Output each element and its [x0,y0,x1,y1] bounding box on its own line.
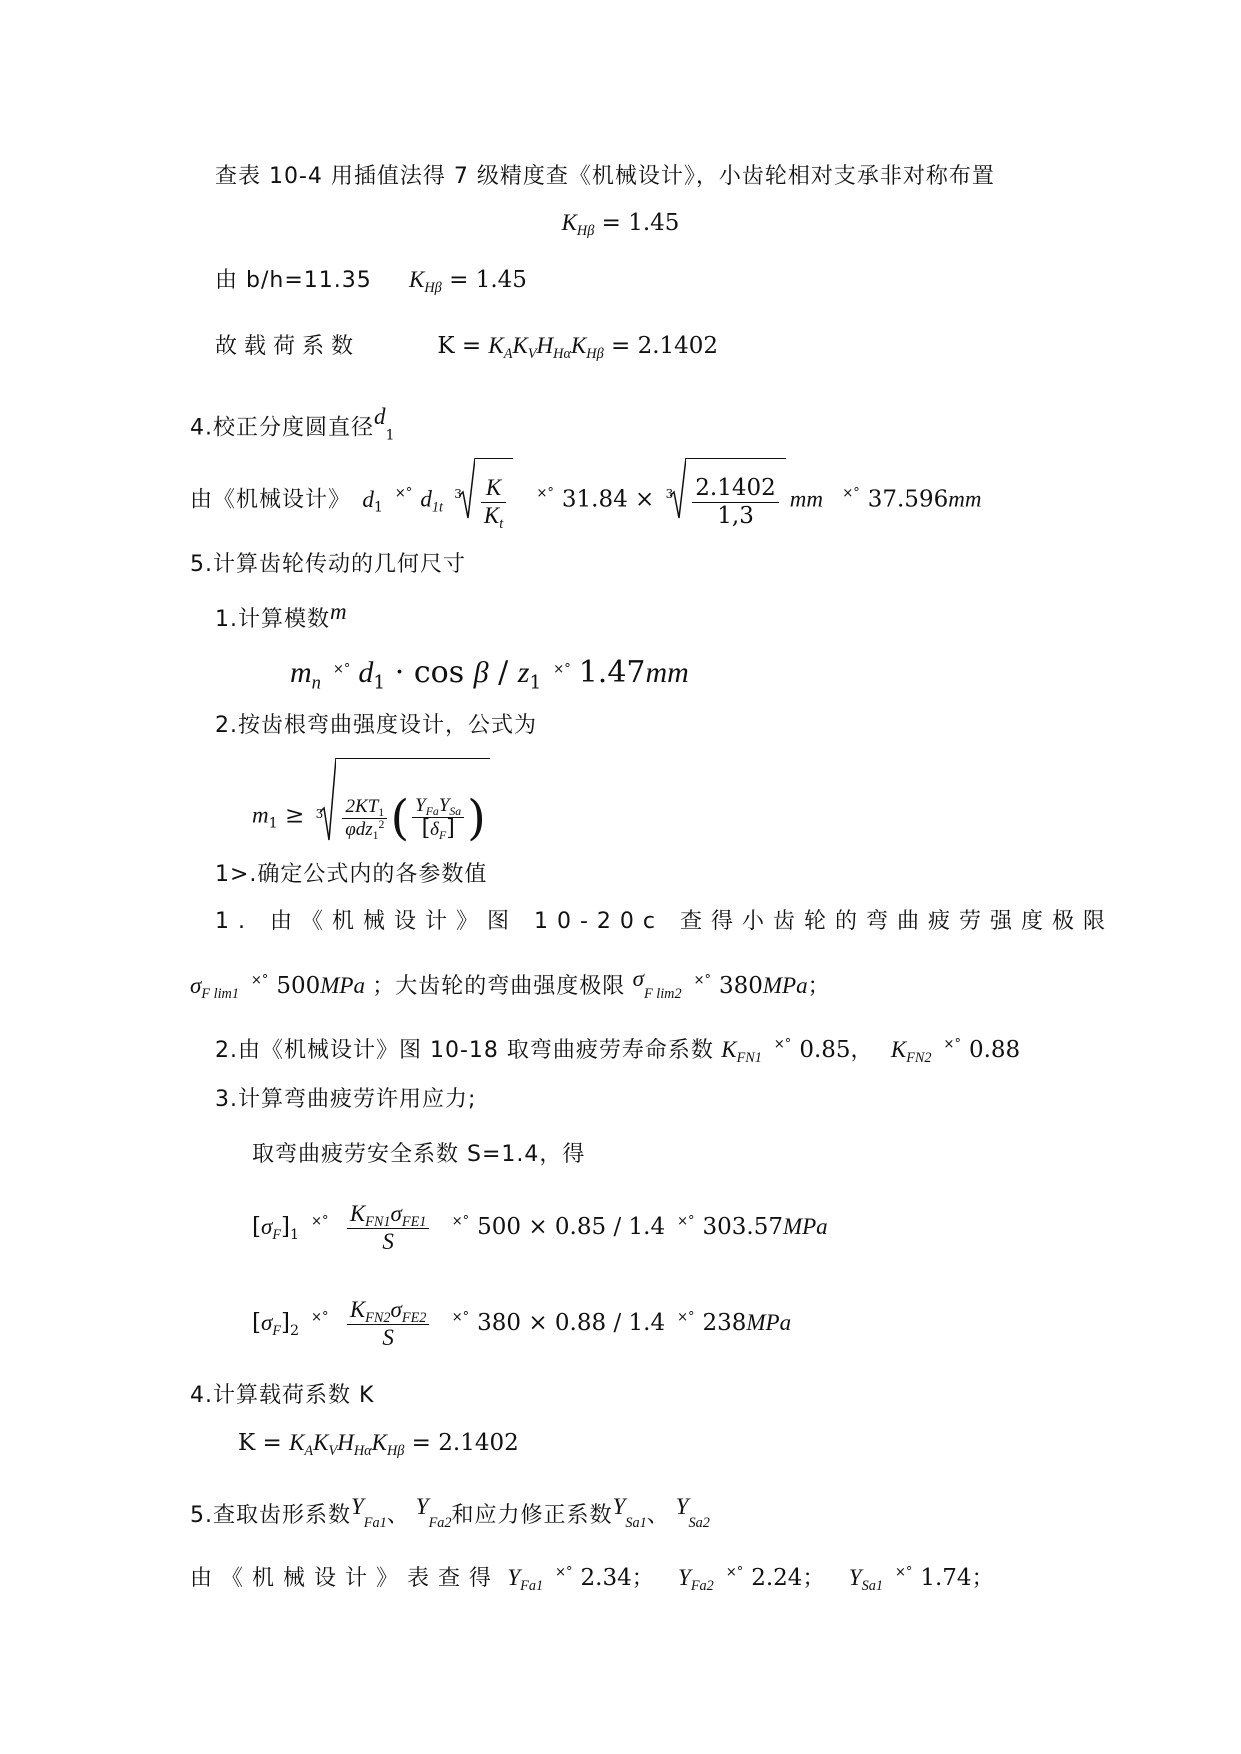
formula-sigma-f1: $[\sigma_F]_1^{\times^\circ}$ $\frac{K_{FN1}\sigma_{FE1}}{S}$ ×° 500 × 0.85 / 1.4 ×° 303.57MPa [252,1201,828,1254]
formula-khb: $K_{H\beta} = 1.45$ [561,210,680,239]
section-heading: 5.计算齿轮传动的几何尺寸 [190,552,466,577]
formula-line: 由 b/h=11.35 $K_{H\beta} = 1.45$ [215,267,527,296]
text-line: 查表 10-4 用插值法得 7 级精度查《机械设计》，小齿轮相对支承非对称布置 [215,164,995,189]
formula-line: 由《机械设计》表查得 $Y_{Fa1}^{\times^\circ}$ 2.34； $Y_{Fa2}^{\times^\circ}$ 2.24； $Y_{Sa1}^{\times^\circ}$ 1.74； [190,1565,995,1595]
formula-line: 2.由《机械设计》图 10-18 取弯曲疲劳寿命系数 $K_{FN1}^{\times^\circ}$ 0.85， $K_{FN2}^{\times^\circ}$ 0.88 [215,1037,1021,1067]
formula-sigma-f2: $[\sigma_F]_2^{\times^\circ}$ $\frac{K_{FN2}\sigma_{FE2}}{S}$ ×° 380 × 0.88 / 1.4 ×° 238MPa [252,1297,792,1350]
section-heading: 4.校正分度圆直径$d_1$ [190,404,395,444]
subsection-heading: 1.计算模数m [215,599,347,632]
text-line: 3.计算弯曲疲劳许用应力; [215,1087,477,1112]
formula-k: $K = K_AK_VH_{H\alpha}K_{H\beta} = 2.1402$ [238,1430,519,1459]
formula-d1: 由《机械设计》 $d_1^{\times^\circ}$ $d_{1t}$ 3 $\frac{K}{K_t}$ ×° 31.84 × 3 $\frac{2.1402}{1,3}$ mm ×° 37.596mm [190,458,981,543]
text-line: 取弯曲疲劳安全系数 S=1.4，得 [252,1142,586,1167]
section-heading: 5.查取齿形系数$Y_{Fa1}$、 $Y_{Fa2}$和应力修正系数$Y_{Sa1}$、 $Y_{Sa2}$ [190,1494,710,1532]
formula-m1: $m_1$ ≥ 3 $\frac{2KT_1}{\varphi dz_1^2}$ ( $\frac{Y_{Fa}Y_{Sa}}{[\delta_F]}$ ) [252,758,494,875]
formula-line: 故载荷系数 $K = K_AK_VH_{H\alpha}K_{H\beta} = 2.1402$ [215,333,719,362]
formula-line: $\sigma_{F lim1}^{\times^\circ}$ 500MPa ；大齿轮的弯曲强度极限 $\sigma_{F lim2}^{\times^\circ}$ 380MPa； [190,966,831,1002]
text-line: 1>.确定公式内的各参数值 [215,862,488,887]
section-heading: 4.计算载荷系数 K [190,1383,375,1408]
text-line: 1. 由《机械设计》图 10-20c 查得小齿轮的弯曲疲劳强度极限 [215,909,1114,934]
text-line: 2.按齿根弯曲强度设计，公式为 [215,713,537,738]
formula-mn: $m_n^{\times^\circ}$ $d_1 \cdot \cos \beta / z_1^{\times^\circ}$ 1.47mm [290,655,689,694]
